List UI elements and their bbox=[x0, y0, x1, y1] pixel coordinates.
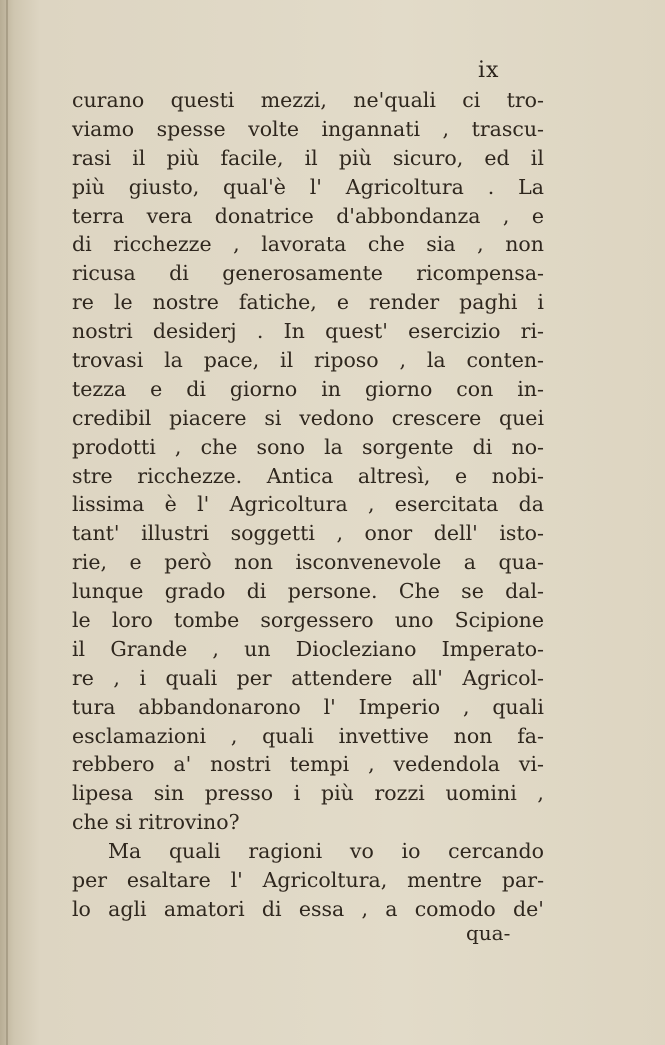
word: vera bbox=[146, 203, 193, 228]
word: e bbox=[455, 463, 468, 488]
word: tura bbox=[72, 694, 116, 719]
word: facile, bbox=[220, 145, 284, 170]
word: ingannati bbox=[321, 116, 421, 141]
word: Antica bbox=[266, 463, 334, 488]
word: il bbox=[530, 145, 544, 170]
word: l' bbox=[230, 868, 243, 893]
word: , bbox=[502, 203, 510, 228]
word: Agricoltura bbox=[345, 174, 464, 199]
word: generosamente bbox=[222, 261, 383, 286]
word: ci bbox=[462, 88, 481, 112]
word: Scipione bbox=[454, 608, 544, 633]
word: stre bbox=[72, 463, 113, 488]
text-line bbox=[72, 462, 544, 491]
word: e bbox=[129, 550, 142, 575]
text-line bbox=[72, 693, 544, 722]
text-line bbox=[72, 837, 544, 866]
text-line bbox=[72, 548, 544, 577]
word: attendere bbox=[291, 665, 393, 690]
word: più bbox=[72, 174, 105, 199]
word: terra bbox=[72, 203, 125, 228]
word: sin bbox=[153, 781, 185, 806]
word: più bbox=[320, 781, 354, 806]
word: par- bbox=[501, 868, 544, 893]
word: sono bbox=[256, 434, 305, 459]
word: però bbox=[164, 550, 212, 575]
word: quest' bbox=[325, 319, 388, 344]
word: prodotti bbox=[72, 434, 156, 459]
word: isconvenevole bbox=[295, 550, 442, 575]
word: In bbox=[283, 319, 305, 344]
word: ricchezze. bbox=[137, 463, 243, 488]
text-line bbox=[72, 722, 544, 751]
text-line bbox=[72, 375, 544, 404]
word: quali bbox=[165, 665, 218, 690]
word: in bbox=[321, 376, 341, 401]
text-line bbox=[72, 779, 544, 808]
word: , bbox=[462, 694, 470, 719]
word: , bbox=[442, 116, 450, 141]
word: di bbox=[472, 434, 493, 459]
word: quali bbox=[262, 723, 314, 748]
word: ritrovino? bbox=[138, 810, 240, 835]
word: spesse bbox=[156, 116, 226, 141]
word: il bbox=[132, 145, 146, 170]
word: rasi bbox=[72, 145, 112, 170]
word: trovasi bbox=[72, 348, 144, 373]
word: Che bbox=[398, 579, 440, 604]
word: uno bbox=[394, 608, 434, 633]
word: comodo bbox=[414, 896, 496, 921]
word: altresì, bbox=[357, 463, 431, 488]
word: la bbox=[324, 434, 343, 459]
word: lipesa bbox=[72, 781, 134, 806]
word: per bbox=[236, 665, 272, 690]
word: ricusa bbox=[72, 261, 136, 286]
word: sorgessero bbox=[260, 608, 374, 633]
word: giorno bbox=[229, 376, 298, 401]
word: viamo bbox=[72, 116, 135, 141]
word: i bbox=[537, 290, 544, 315]
word: donatrice bbox=[214, 203, 314, 228]
word: grado bbox=[164, 579, 226, 604]
word: nostre bbox=[152, 290, 219, 315]
word: Imperio bbox=[358, 694, 441, 719]
word: agli bbox=[108, 896, 147, 921]
word: invettive bbox=[338, 723, 429, 748]
word: tempi bbox=[289, 752, 350, 777]
word: no- bbox=[511, 434, 544, 459]
word: , bbox=[477, 232, 484, 257]
word: qua- bbox=[498, 550, 544, 575]
word: a' bbox=[173, 752, 192, 777]
word: vedono bbox=[299, 405, 374, 430]
word: esaltare bbox=[126, 868, 211, 893]
word: piacere bbox=[169, 405, 247, 430]
word: le bbox=[113, 290, 133, 315]
word: lo bbox=[72, 896, 91, 921]
word: mentre bbox=[407, 868, 483, 893]
word: tant' bbox=[72, 521, 120, 546]
text-line bbox=[72, 404, 544, 433]
word: se bbox=[461, 579, 484, 604]
word: il bbox=[304, 145, 318, 170]
page-number: ix bbox=[478, 58, 500, 83]
word: essa bbox=[298, 896, 345, 921]
word: crescere bbox=[391, 405, 482, 430]
word: esclamazioni bbox=[72, 723, 207, 748]
word: nostri bbox=[210, 752, 271, 777]
word: che bbox=[72, 810, 109, 835]
word: , bbox=[113, 665, 120, 690]
word: ne'quali bbox=[353, 88, 436, 112]
text-line bbox=[72, 490, 544, 519]
word: , bbox=[537, 781, 544, 806]
word: Agricoltura, bbox=[262, 868, 388, 893]
word: volte bbox=[248, 116, 299, 141]
word: La bbox=[518, 174, 544, 199]
word: isto- bbox=[499, 521, 544, 546]
text-line bbox=[72, 259, 544, 288]
word: le bbox=[72, 608, 91, 633]
word: fa- bbox=[517, 723, 544, 748]
word: si bbox=[264, 405, 282, 430]
text-line bbox=[72, 86, 544, 115]
word: , bbox=[230, 723, 238, 748]
word: credibil bbox=[72, 405, 152, 430]
word: il bbox=[72, 636, 86, 661]
word: i bbox=[139, 665, 146, 690]
word: non bbox=[234, 550, 273, 575]
word: e bbox=[336, 290, 349, 315]
word: giusto, bbox=[128, 174, 200, 199]
text-line bbox=[72, 635, 544, 664]
word: da bbox=[518, 492, 544, 517]
word: onor bbox=[364, 521, 413, 546]
word: tombe bbox=[173, 608, 240, 633]
word: Imperato- bbox=[441, 636, 544, 661]
word: io bbox=[401, 839, 421, 864]
text-line bbox=[72, 115, 544, 144]
word: Agricol- bbox=[462, 665, 544, 690]
word: qual'è bbox=[223, 174, 286, 199]
word: pace, bbox=[203, 348, 260, 373]
text-line bbox=[72, 433, 544, 462]
word: fatiche, bbox=[238, 290, 317, 315]
word: non bbox=[453, 723, 493, 748]
word: a bbox=[385, 896, 398, 921]
word: , bbox=[174, 434, 182, 459]
text-line bbox=[72, 750, 544, 779]
word: persone. bbox=[287, 579, 378, 604]
word: esercitata bbox=[394, 492, 499, 517]
word: , bbox=[336, 521, 343, 546]
text-line bbox=[72, 895, 544, 924]
word: ricchezze bbox=[113, 232, 212, 257]
word: di bbox=[72, 232, 92, 257]
word: desiderj bbox=[152, 319, 237, 344]
word: questi bbox=[170, 88, 235, 112]
word: illustri bbox=[141, 521, 210, 546]
word: vo bbox=[349, 839, 374, 864]
word: rozzi bbox=[374, 781, 425, 806]
word: il bbox=[280, 348, 294, 373]
word: con bbox=[456, 376, 494, 401]
word: si bbox=[114, 810, 133, 835]
word: re bbox=[72, 290, 94, 315]
word: . bbox=[487, 174, 495, 199]
text-line bbox=[72, 288, 544, 317]
word: di bbox=[261, 896, 282, 921]
word: render bbox=[368, 290, 440, 315]
word: riposo bbox=[313, 348, 379, 373]
word: curano bbox=[72, 88, 145, 112]
word: giorno bbox=[364, 376, 433, 401]
word: quali bbox=[168, 839, 221, 864]
word: ricompensa- bbox=[416, 261, 544, 286]
text-line bbox=[72, 808, 544, 837]
word: l' bbox=[309, 174, 322, 199]
word: , bbox=[212, 636, 219, 661]
word: abbandonarono bbox=[138, 694, 301, 719]
word: all' bbox=[411, 665, 443, 690]
word: e bbox=[531, 203, 544, 228]
word: i bbox=[293, 781, 301, 806]
word: dell' bbox=[433, 521, 478, 546]
binding-gutter bbox=[6, 0, 8, 1045]
word: sia bbox=[426, 232, 456, 257]
word: d'abbondanza bbox=[336, 203, 481, 228]
word: soggetti bbox=[230, 521, 315, 546]
word: , bbox=[367, 492, 375, 517]
text-line bbox=[72, 606, 544, 635]
word: tro- bbox=[506, 88, 544, 112]
word: . bbox=[256, 319, 264, 344]
word: dal- bbox=[505, 579, 544, 604]
text-line bbox=[72, 317, 544, 346]
word: quei bbox=[498, 405, 544, 430]
word: rebbero bbox=[72, 752, 155, 777]
text-line bbox=[72, 519, 544, 548]
text-line bbox=[72, 202, 544, 231]
word: Diocleziano bbox=[295, 636, 417, 661]
word: in- bbox=[517, 376, 544, 401]
word: la bbox=[426, 348, 446, 373]
word: Ma bbox=[108, 839, 142, 864]
word: lavorata bbox=[261, 232, 347, 257]
word: nostri bbox=[72, 319, 133, 344]
word: Grande bbox=[110, 636, 188, 661]
word: amatori bbox=[163, 896, 245, 921]
word: trascu- bbox=[471, 116, 544, 141]
word: più bbox=[338, 145, 372, 170]
word: a bbox=[463, 550, 476, 575]
word: vi- bbox=[518, 752, 544, 777]
catchword: qua- bbox=[466, 921, 511, 945]
word: non bbox=[505, 232, 544, 257]
word: di bbox=[186, 376, 206, 401]
word: rie, bbox=[72, 550, 108, 575]
word: mezzi, bbox=[260, 88, 327, 112]
word: che bbox=[200, 434, 238, 459]
word: e bbox=[150, 376, 163, 401]
word: ed bbox=[484, 145, 510, 170]
word: sorgente bbox=[362, 434, 454, 459]
word: loro bbox=[111, 608, 153, 633]
word: conten- bbox=[466, 348, 544, 373]
word: lunque bbox=[72, 579, 144, 604]
word: esercizio bbox=[408, 319, 501, 344]
word: quali bbox=[492, 694, 544, 719]
text-line bbox=[72, 346, 544, 375]
text-line bbox=[72, 144, 544, 173]
word: nobi- bbox=[491, 463, 544, 488]
word: , bbox=[368, 752, 375, 777]
word: sicuro, bbox=[392, 145, 464, 170]
text-line bbox=[72, 866, 544, 895]
word: che bbox=[367, 232, 405, 257]
word: vedendola bbox=[393, 752, 500, 777]
word: l' bbox=[323, 694, 336, 719]
word: ri- bbox=[520, 319, 544, 344]
word: un bbox=[244, 636, 271, 661]
word: paghi bbox=[459, 290, 518, 315]
word: re bbox=[72, 665, 94, 690]
word: più bbox=[166, 145, 200, 170]
word: tezza bbox=[72, 376, 127, 401]
word: uomini bbox=[445, 781, 517, 806]
body-text bbox=[72, 86, 544, 924]
word: cercando bbox=[448, 839, 544, 864]
word: Agricoltura bbox=[229, 492, 348, 517]
text-line bbox=[72, 230, 544, 259]
text-line bbox=[72, 577, 544, 606]
word: è bbox=[164, 492, 177, 517]
word: l' bbox=[197, 492, 210, 517]
word: ragioni bbox=[248, 839, 323, 864]
word: , bbox=[399, 348, 407, 373]
text-line bbox=[72, 173, 544, 202]
word: per bbox=[72, 868, 108, 893]
word: presso bbox=[204, 781, 274, 806]
text-line bbox=[72, 664, 544, 693]
word: di bbox=[246, 579, 267, 604]
word: , bbox=[233, 232, 240, 257]
word: di bbox=[169, 261, 189, 286]
word: lissima bbox=[72, 492, 145, 517]
word: , bbox=[361, 896, 368, 921]
word: la bbox=[164, 348, 183, 373]
word: de' bbox=[513, 896, 544, 921]
